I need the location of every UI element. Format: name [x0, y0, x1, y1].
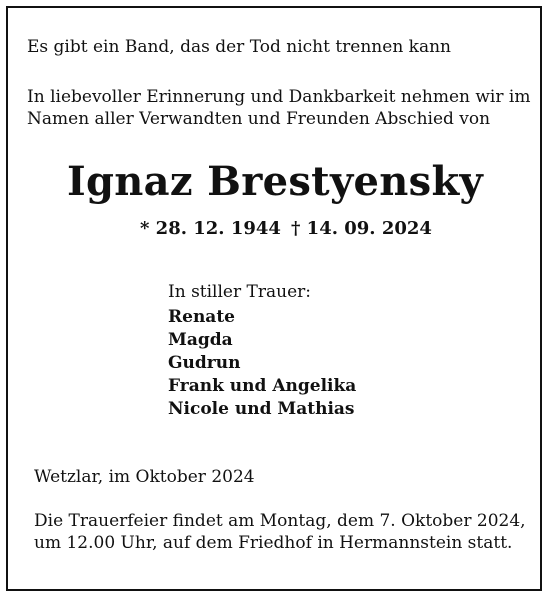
mourner: Nicole und Mathias: [168, 399, 355, 419]
mourner: Magda: [168, 330, 233, 350]
intro-line-2: Namen aller Verwandten und Freunden Abschied von: [27, 109, 491, 129]
birth-date: * 28. 12. 1944: [140, 218, 281, 239]
funeral-info-line-2: um 12.00 Uhr, auf dem Friedhof in Hermannstein statt.: [34, 533, 513, 553]
mourning-heading: In stiller Trauer:: [168, 282, 311, 302]
intro-line-1: In liebevoller Erinnerung und Dankbarkeit nehmen wir im: [27, 87, 531, 107]
mourner: Renate: [168, 307, 235, 327]
mourner: Frank und Angelika: [168, 376, 357, 396]
motto: Es gibt ein Band, das der Tod nicht trennen kann: [27, 37, 452, 57]
mourners-list: [168, 306, 356, 421]
funeral-info-line-1: Die Trauerfeier findet am Montag, dem 7. Oktober 2024,: [34, 511, 526, 531]
death-date: † 14. 09. 2024: [291, 218, 432, 239]
mourner: Gudrun: [168, 353, 241, 373]
place-date: Wetzlar, im Oktober 2024: [34, 467, 255, 487]
deceased-name: Ignaz Brestyensky: [67, 158, 483, 205]
